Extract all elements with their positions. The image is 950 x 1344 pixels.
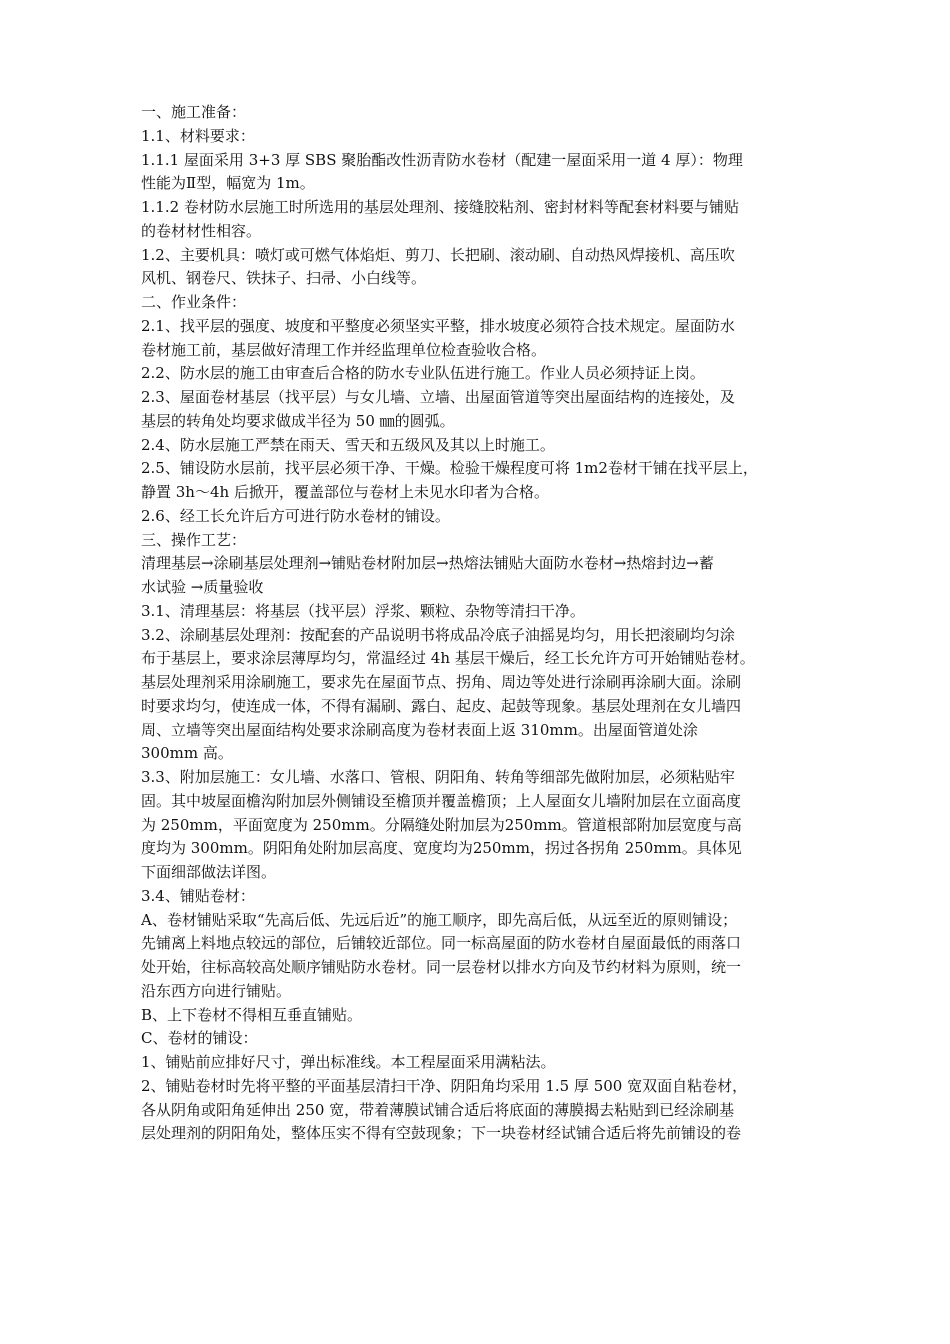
text-line: 静置 3h～4h 后掀开，覆盖部位与卷材上未见水印者为合格。 bbox=[141, 483, 549, 501]
text-line: 1.1、材料要求： bbox=[141, 126, 255, 145]
text-line: 固。其中坡屋面檐沟附加层外侧铺设至檐顶并覆盖檐顶；上人屋面女儿墙附加层在立面高度 bbox=[141, 791, 742, 810]
text-line: 3.1、清理基层：将基层（找平层）浮浆、颗粒、杂物等清扫干净。 bbox=[141, 601, 585, 620]
text-line: 处开始，往标高较高处顺序铺贴防水卷材。同一层卷材以排水方向及节约材料为原则，统一 bbox=[141, 958, 742, 976]
text-line: 下面细部做法详图。 bbox=[141, 863, 277, 881]
text-line: 各从阴角或阳角延伸出 250 宽，带着薄膜试铺合适后将底面的薄膜揭去粘贴到已经涂刷基 bbox=[141, 1100, 735, 1119]
text-line: 层处理剂的阴阳角处，整体压实不得有空鼓现象；下一块卷材经试铺合适后将先前铺设的卷 bbox=[141, 1124, 742, 1143]
text-line: 布于基层上，要求涂层薄厚均匀，常温经过 4h 基层干燥后，经工长允许方可开始铺贴卷材。 bbox=[141, 649, 755, 668]
text-line: 时要求均匀，使连成一体，不得有漏刷、露白、起皮、起鼓等现象。基层处理剂在女儿墙四 bbox=[141, 696, 742, 715]
text-line: 2.5、铺设防水层前，找平层必须干净、干燥。检验干燥程度可将 1m2卷材干铺在找平层上， bbox=[141, 459, 758, 478]
text-line: 2.3、屋面卷材基层（找平层）与女儿墙、立墙、出屋面管道等突出屋面结构的连接处，及 bbox=[141, 388, 735, 406]
text-line: 三、操作工艺： bbox=[141, 530, 247, 549]
text-line: 3.3、附加层施工：女儿墙、水落口、管根、阴阳角、转角等细部先做附加层，必须粘贴牢 bbox=[141, 768, 735, 786]
text-line: 基层的转角处均要求做成半径为 50 ㎜的圆弧。 bbox=[141, 411, 455, 430]
text-line: 性能为Ⅱ型，幅宽为 1m。 bbox=[141, 174, 315, 193]
text-line: 基层处理剂采用涂刷施工，要求先在屋面节点、拐角、周边等处进行涂刷再涂刷大面。涂刷 bbox=[141, 673, 742, 691]
text-line: 沿东西方向进行铺贴。 bbox=[141, 981, 292, 1000]
text-line: 300mm 高。 bbox=[141, 744, 233, 763]
text-line: 一、施工准备： bbox=[141, 103, 247, 121]
text-line: 2.4、防水层施工严禁在雨天、雪天和五级风及其以上时施工。 bbox=[141, 435, 555, 454]
text-line: 为 250mm，平面宽度为 250mm。分隔缝处附加层为250mm。管道根部附加层宽度与高 bbox=[141, 815, 742, 834]
text-line: B、上下卷材不得相互垂直铺贴。 bbox=[141, 1005, 363, 1024]
text-line: 二、作业条件： bbox=[141, 293, 247, 311]
text-line: 风机、钢卷尺、铁抹子、扫帚、小白线等。 bbox=[141, 269, 427, 288]
text-line: 2.6、经工长允许后方可进行防水卷材的铺设。 bbox=[141, 506, 450, 525]
document-page bbox=[141, 101, 826, 1146]
text-line: 2、铺贴卷材时先将平整的平面基层清扫干净、阴阳角均采用 1.5 厚 500 宽双面自粘卷材， bbox=[141, 1076, 748, 1095]
text-line: 度均为 300mm。阴阳角处附加层高度、宽度均为250mm，拐过各拐角 250mm。具体见 bbox=[141, 839, 742, 858]
text-line: 1.1.2 卷材防水层施工时所选用的基层处理剂、接缝胶粘剂、密封材料等配套材料要与铺贴 bbox=[141, 198, 739, 216]
text-line: 2.1、找平层的强度、坡度和平整度必须坚实平整，排水坡度必须符合技术规定。屋面防水 bbox=[141, 316, 735, 335]
text-line: 卷材施工前，基层做好清理工作并经监理单位检查验收合格。 bbox=[141, 340, 547, 359]
text-line: 3.2、涂刷基层处理剂：按配套的产品说明书将成品冷底子油摇晃均匀，用长把滚刷均匀涂 bbox=[141, 625, 735, 644]
text-line: 的卷材材性相容。 bbox=[141, 221, 262, 240]
text-line: 清理基层→涂刷基层处理剂→铺贴卷材附加层→热熔法铺贴大面防水卷材→热熔封边→蓄 bbox=[141, 554, 714, 573]
text-line: 3.4、铺贴卷材： bbox=[141, 886, 255, 905]
text-line: 1、铺贴前应排好尺寸，弹出标准线。本工程屋面采用满粘法。 bbox=[141, 1053, 556, 1071]
text-line: A、卷材铺贴采取“先高后低、先远后近”的施工顺序，即先高后低，从远至近的原则铺设； bbox=[141, 910, 738, 929]
text-line: C、卷材的铺设： bbox=[141, 1029, 258, 1048]
text-line: 2.2、防水层的施工由审查后合格的防水专业队伍进行施工。作业人员必须持证上岗。 bbox=[141, 364, 705, 383]
text-line: 1.1.1 屋面采用 3+3 厚 SBS 聚胎酯改性沥青防水卷材（配建一屋面采用一道 4 厚）：物理 bbox=[141, 150, 743, 169]
text-line: 1.2、主要机具：喷灯或可燃气体焰炬、剪刀、长把刷、滚动刷、自动热风焊接机、高压吹 bbox=[141, 245, 735, 264]
text-line: 水试验 →质量验收 bbox=[141, 578, 264, 596]
text-line: 周、立墙等突出屋面结构处要求涂刷高度为卷材表面上返 310mm。出屋面管道处涂 bbox=[141, 720, 698, 739]
text-line: 先铺离上料地点较远的部位，后铺较近部位。同一标高屋面的防水卷材自屋面最低的雨落口 bbox=[141, 934, 742, 953]
